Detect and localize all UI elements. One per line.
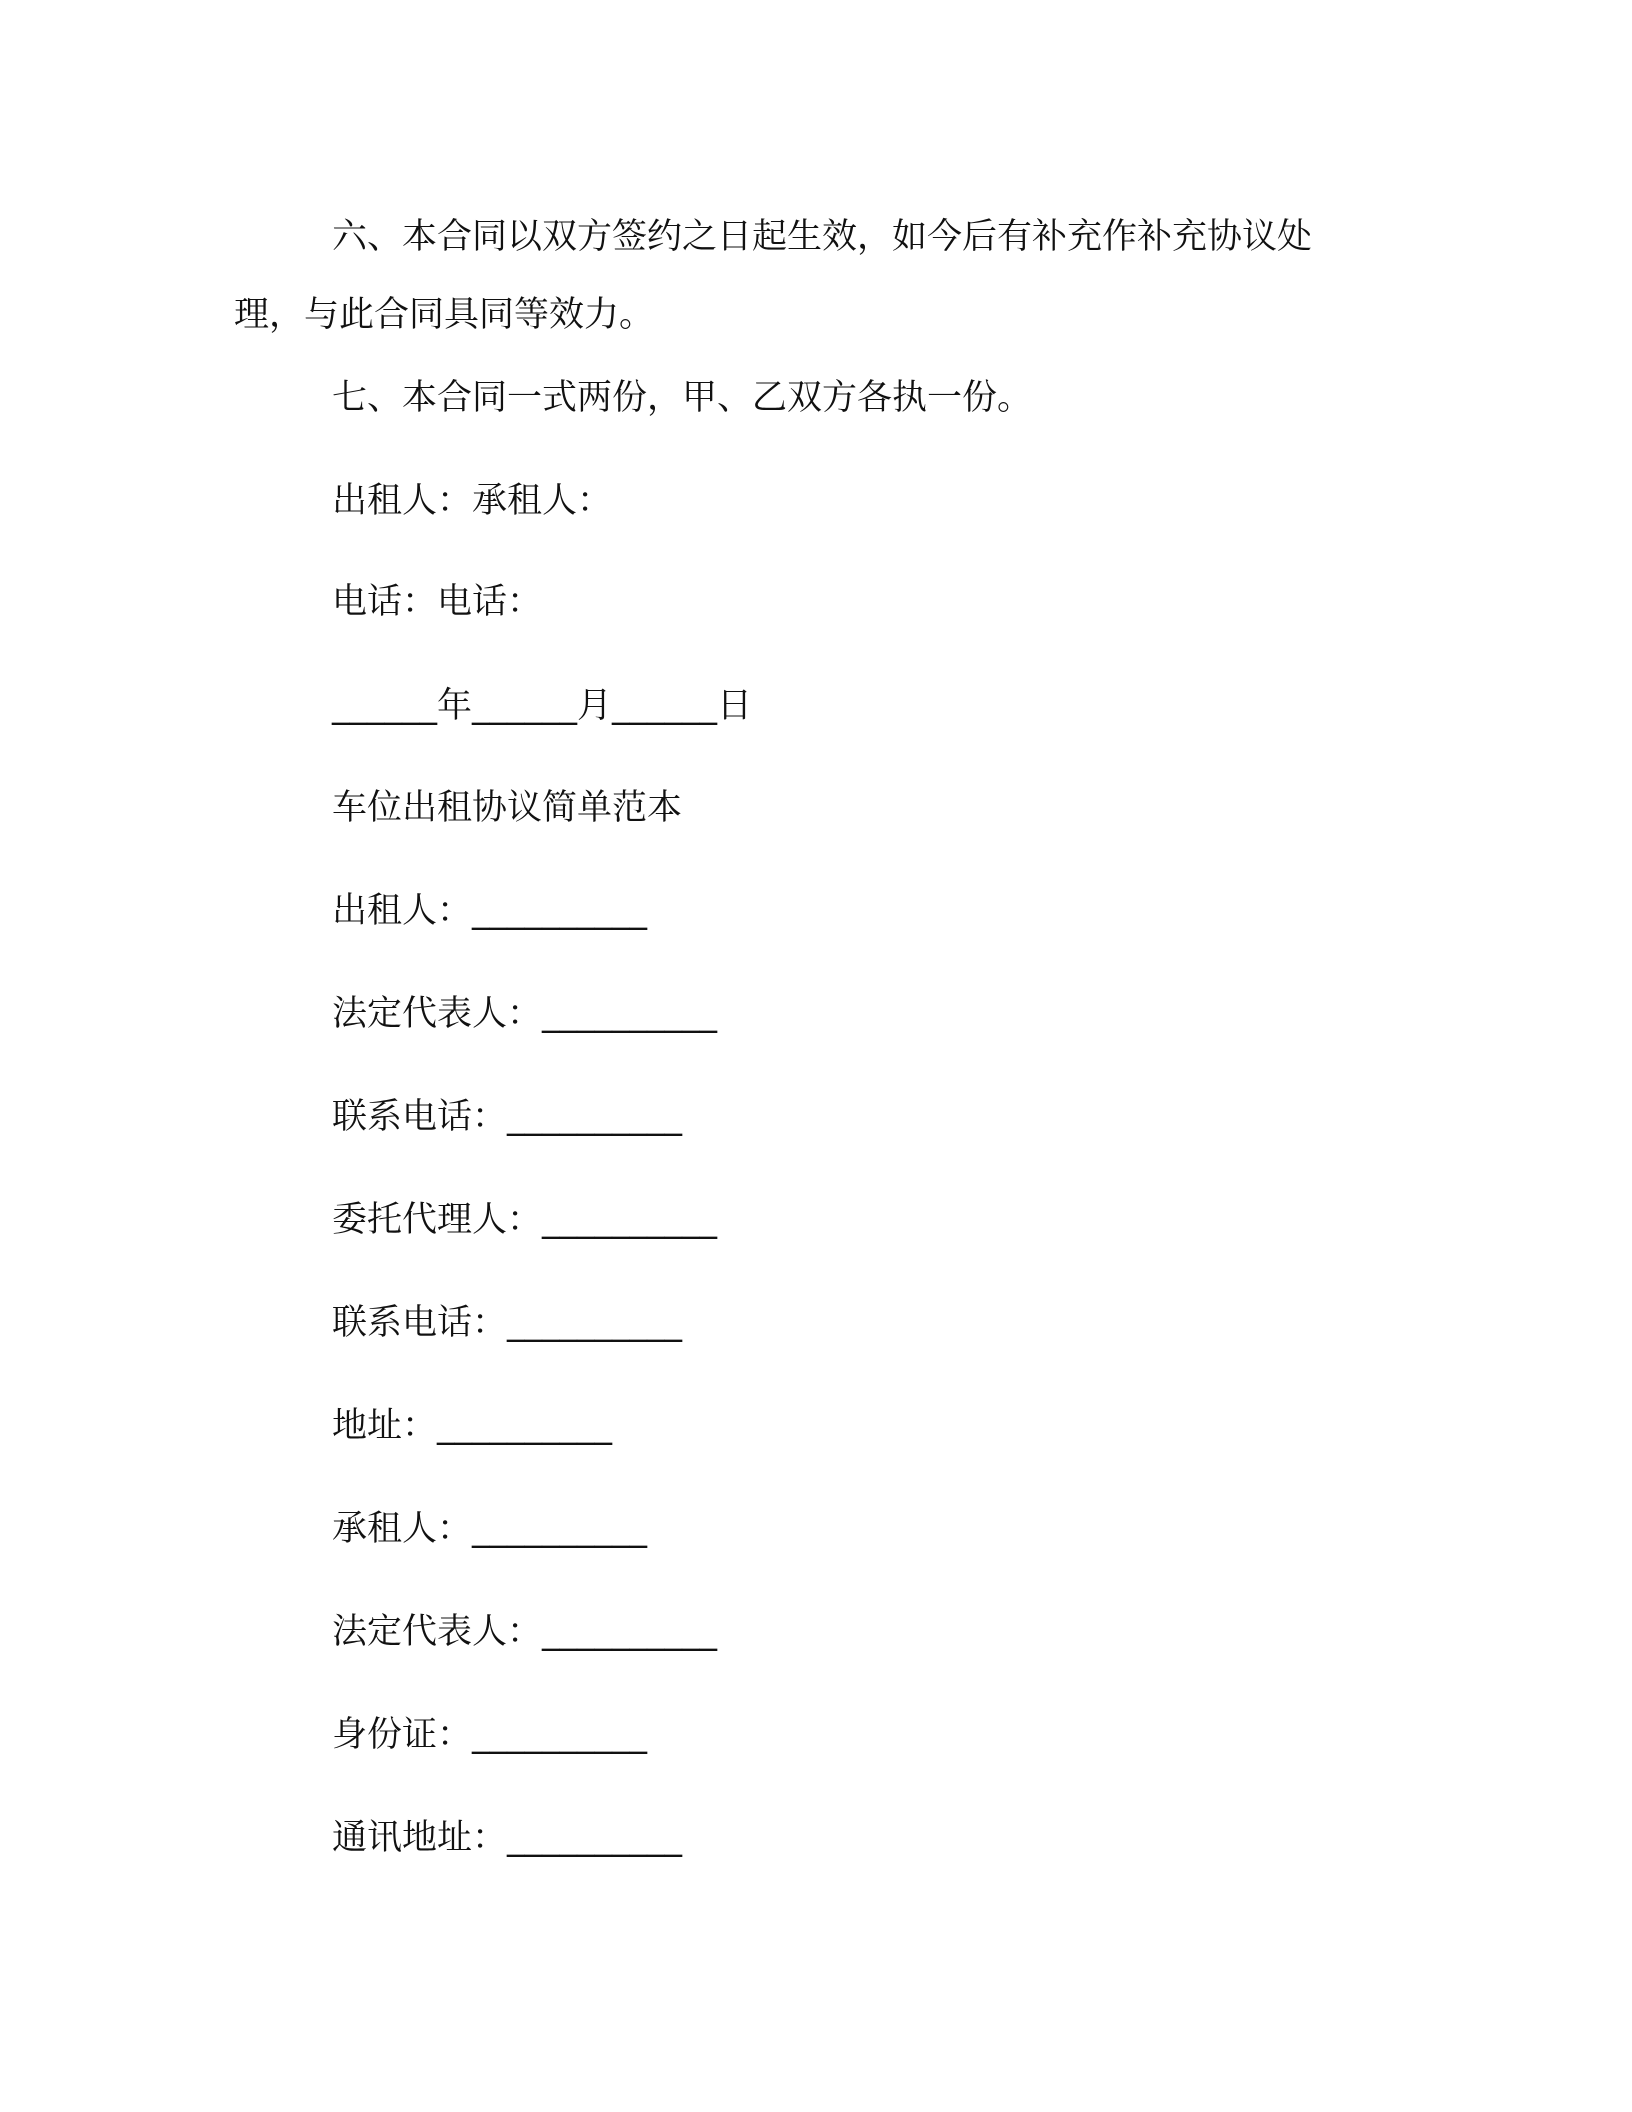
field-blank: __________ (507, 1818, 683, 1858)
field-label: 身份证： (332, 1715, 473, 1755)
template-title: 车位出租协议简单范本 (332, 788, 683, 828)
field-phone-1 (332, 1095, 682, 1139)
clause-6 (234, 198, 1394, 354)
field-blank: __________ (542, 1612, 718, 1652)
field-legal-rep-2 (332, 1610, 717, 1654)
field-address (332, 1404, 612, 1448)
field-label: 法定代表人： (332, 1612, 543, 1652)
field-blank: __________ (437, 1406, 613, 1446)
field-blank: __________ (542, 1200, 718, 1240)
field-blank: __________ (472, 1715, 648, 1755)
clause-6-line-2: 理，与此合同具同等效力。 (234, 295, 655, 335)
field-label: 联系电话： (332, 1097, 508, 1137)
field-label: 出租人： (332, 891, 473, 931)
clause-6-line-1: 六、本合同以双方签约之日起生效，如今后有补充作补充协议处 (332, 217, 1313, 257)
field-lessor (332, 889, 647, 933)
clause-7: 七、本合同一式两份，甲、乙双方各执一份。 (332, 378, 1033, 418)
field-label: 联系电话： (332, 1303, 508, 1343)
signature-phones: 电话：电话： (332, 582, 543, 622)
field-legal-rep-1 (332, 992, 717, 1036)
field-id-card (332, 1713, 647, 1757)
field-phone-2 (332, 1301, 682, 1345)
date-line: ______年______月______日 (332, 686, 753, 726)
field-label: 通讯地址： (332, 1818, 508, 1858)
field-label: 法定代表人： (332, 994, 543, 1034)
field-label: 地址： (332, 1406, 438, 1446)
field-label: 委托代理人： (332, 1200, 543, 1240)
field-label: 承租人： (332, 1509, 473, 1549)
field-blank: __________ (472, 1509, 648, 1549)
field-agent (332, 1198, 717, 1242)
field-mailing-address (332, 1816, 682, 1860)
field-lessee (332, 1507, 647, 1551)
field-blank: __________ (542, 994, 718, 1034)
signature-parties: 出租人：承租人： (332, 481, 613, 521)
field-blank: __________ (472, 891, 648, 931)
field-blank: __________ (507, 1303, 683, 1343)
field-blank: __________ (507, 1097, 683, 1137)
